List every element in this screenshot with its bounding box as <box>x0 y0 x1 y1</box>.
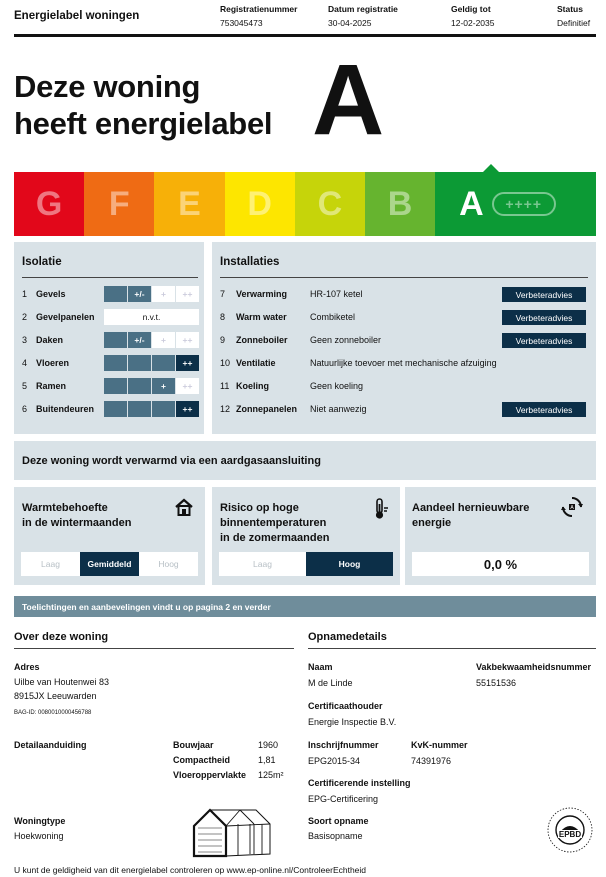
row-number: 9 <box>220 335 226 345</box>
label-letter: A <box>459 184 484 223</box>
label-e <box>154 172 224 236</box>
certificaathouder-value: Energie Inspectie B.V. <box>308 717 397 727</box>
scale-cell: ++ <box>176 355 199 371</box>
isolatie-scale <box>104 401 200 417</box>
row-number: 8 <box>220 312 226 322</box>
row-label: Daken <box>36 335 64 345</box>
vak-label: Vakbekwaamheidsnummer <box>476 662 592 672</box>
scale-cell: ++ <box>176 401 199 417</box>
row-number: 10 <box>220 358 231 368</box>
scale-cell <box>104 378 127 394</box>
row-label: Ramen <box>36 381 67 391</box>
header-status: Status Definitief <box>557 4 591 28</box>
isolatie-scale <box>104 332 200 348</box>
isolatie-scale <box>104 378 200 394</box>
installaties-divider <box>220 277 588 278</box>
header-geldig: Geldig tot 12-02-2035 <box>451 4 495 28</box>
scale-cell: +/- <box>128 332 151 348</box>
row-label: Zonnepanelen <box>236 404 298 414</box>
scale-cell <box>128 401 151 417</box>
label-letter: F <box>108 184 130 223</box>
gas-text: Deze woning wordt verwarmd via een aardgasaansluiting <box>22 455 321 467</box>
vloeroppervlakte-label: Vloeroppervlakte <box>173 770 247 780</box>
risico-panel <box>212 487 400 585</box>
scale-cell: + <box>152 286 175 302</box>
certificaathouder-label: Certificaathouder <box>308 701 383 711</box>
installatie-row <box>220 332 381 348</box>
installatie-row <box>220 378 363 394</box>
warmte-scale <box>21 552 198 576</box>
row-number: 12 <box>220 404 231 414</box>
isolatie-divider <box>22 277 198 278</box>
bouwjaar-value: 1960 <box>258 740 279 750</box>
label-a <box>435 172 596 236</box>
energy-label-scale <box>14 172 596 236</box>
row-number: 11 <box>220 381 230 391</box>
label-f <box>84 172 154 236</box>
gas-panel <box>14 441 596 480</box>
hernieuwbaar-panel <box>405 487 596 585</box>
bouwjaar-label: Bouwjaar <box>173 740 214 750</box>
row-number: 2 <box>22 312 28 322</box>
scale-cell <box>152 401 175 417</box>
label-letter: E <box>178 184 201 223</box>
header-registratienummer: Registratienummer 753045473 <box>220 4 298 28</box>
soort-opname-value: Basisopname <box>308 831 363 841</box>
epbd-logo-text: EPBD <box>558 830 582 839</box>
inschrijfnummer-label: Inschrijfnummer <box>308 740 379 750</box>
header-datum: Datum registratie 30-04-2025 <box>328 4 398 28</box>
scale-cell: + <box>152 378 175 394</box>
opname-title: Opnamedetails <box>308 631 387 643</box>
verbeteradvies-button[interactable]: Verbeteradvies <box>502 402 586 417</box>
hero-label-letter: A <box>312 44 385 156</box>
isolatie-row <box>22 286 66 302</box>
label-b <box>365 172 435 236</box>
installatie-row <box>220 355 497 371</box>
scale-cell: ++ <box>176 286 199 302</box>
row-label: Ventilatie <box>236 358 276 368</box>
row-label: Koeling <box>236 381 269 391</box>
row-number: 7 <box>220 289 226 299</box>
naam-value: M de Linde <box>308 678 353 688</box>
compactheid-value: 1,81 <box>258 755 276 765</box>
isolatie-scale <box>104 355 200 371</box>
scale-cell <box>128 378 151 394</box>
hero-title: Deze woning heeft energielabel <box>14 69 273 141</box>
installatie-row <box>220 309 355 325</box>
scale-cell <box>104 355 127 371</box>
certificerende-instelling-value: EPG-Certificering <box>308 794 379 804</box>
row-label: Zonneboiler <box>236 335 288 345</box>
row-number: 6 <box>22 404 28 414</box>
row-label: Buitendeuren <box>36 404 95 414</box>
label-d <box>225 172 295 236</box>
woning-title: Over deze woning <box>14 631 109 643</box>
label-g <box>14 172 84 236</box>
warmte-panel <box>14 487 205 585</box>
row-number: 3 <box>22 335 28 345</box>
installatie-row <box>220 286 363 302</box>
isolatie-scale <box>104 309 200 325</box>
house-icon <box>174 497 194 522</box>
verbeteradvies-button[interactable]: Verbeteradvies <box>502 287 586 302</box>
risico-option-laag: Laag <box>219 552 306 576</box>
risico-title: Risico op hoge binnentemperaturen in de zomermaanden <box>220 502 330 544</box>
footer-text: U kunt de geldigheid van dit energielabel controleren op www.ep-online.nl/ControleerEchtheid <box>14 865 367 875</box>
row-value: Niet aanwezig <box>310 404 367 414</box>
label-letter: B <box>387 184 413 223</box>
row-value: Geen zonneboiler <box>310 335 382 345</box>
corner-house-icon <box>192 806 274 863</box>
warmte-option-laag: Laag <box>21 552 80 576</box>
row-value: Combiketel <box>310 312 356 322</box>
detail-label: Detailaanduiding <box>14 740 87 750</box>
warmte-title: Warmtebehoefte in de wintermaanden <box>22 502 132 529</box>
soort-opname-label: Soort opname <box>308 816 369 826</box>
row-label: Vloeren <box>36 358 70 368</box>
epbd-logo <box>546 806 594 859</box>
vloeroppervlakte-value: 125m² <box>258 770 284 780</box>
row-label: Verwarming <box>236 289 288 299</box>
adres-line1: Uilbe van Houtenwei 83 <box>14 677 110 687</box>
isolatie-row <box>22 309 95 325</box>
scale-cell <box>104 286 127 302</box>
kvk-label: KvK-nummer <box>411 740 468 750</box>
installaties-panel <box>212 242 596 434</box>
scale-cell: ++ <box>176 332 199 348</box>
label-letter: D <box>247 184 272 223</box>
verbeteradvies-button[interactable]: Verbeteradvies <box>502 310 586 325</box>
thermometer-icon <box>372 498 390 525</box>
scale-cell <box>128 355 151 371</box>
label-c <box>295 172 365 236</box>
nvt-cell: n.v.t. <box>104 309 199 325</box>
warmte-option-gemiddeld: Gemiddeld <box>80 552 139 576</box>
row-number: 1 <box>22 289 28 299</box>
header-divider <box>14 34 596 37</box>
woningtype-value: Hoekwoning <box>14 831 64 841</box>
opname-divider <box>308 648 596 649</box>
row-label: Warm water <box>236 312 287 322</box>
isolatie-scale <box>104 286 200 302</box>
label-letter: G <box>35 184 63 223</box>
isolatie-row <box>22 332 63 348</box>
kvk-value: 74391976 <box>411 756 452 766</box>
scale-cell <box>104 332 127 348</box>
installatie-row <box>220 401 367 417</box>
isolatie-row <box>22 401 94 417</box>
certificerende-instelling-label: Certificerende instelling <box>308 778 411 788</box>
risico-scale <box>219 552 393 576</box>
label-letter: C <box>317 184 343 223</box>
scale-cell: ++ <box>176 378 199 394</box>
hernieuwbaar-value: 0,0 % <box>412 552 589 576</box>
woning-divider <box>14 648 294 649</box>
row-label: Gevelpanelen <box>36 312 95 322</box>
row-value: Geen koeling <box>310 381 364 391</box>
row-value: Natuurlijke toevoer met mechanische afzuiging <box>310 358 497 368</box>
isolatie-title: Isolatie <box>22 256 62 268</box>
vak-value: 55151536 <box>476 678 517 688</box>
scale-cell <box>152 355 175 371</box>
scale-cell <box>104 401 127 417</box>
document-title: Energielabel woningen <box>14 10 140 22</box>
svg-text:A: A <box>570 505 574 511</box>
isolatie-panel <box>14 242 204 434</box>
compactheid-label: Compactheid <box>173 755 231 765</box>
verbeteradvies-button[interactable]: Verbeteradvies <box>502 333 586 348</box>
risico-option-hoog: Hoog <box>306 552 393 576</box>
warmte-option-hoog: Hoog <box>139 552 198 576</box>
row-number: 5 <box>22 381 28 391</box>
naam-label: Naam <box>308 662 333 672</box>
adres-line2: 8915JX Leeuwarden <box>14 691 97 701</box>
bag-id: BAG-ID: 0080010000456788 <box>14 710 92 716</box>
installaties-title: Installaties <box>220 256 280 268</box>
row-label: Gevels <box>36 289 66 299</box>
hernieuwbaar-title: Aandeel hernieuwbare energie <box>412 502 530 529</box>
woningtype-label: Woningtype <box>14 816 66 826</box>
isolatie-row <box>22 355 69 371</box>
inschrijfnummer-value: EPG2015-34 <box>308 756 361 766</box>
label-plus-badge: ++++ <box>492 192 556 216</box>
toelichting-banner: Toelichtingen en aanbevelingen vindt u op pagina 2 en verder <box>14 596 596 617</box>
row-number: 4 <box>22 358 28 368</box>
adres-label: Adres <box>14 662 40 672</box>
scale-cell: + <box>152 332 175 348</box>
renewable-icon <box>561 496 583 523</box>
row-value: HR-107 ketel <box>310 289 363 299</box>
isolatie-row <box>22 378 66 394</box>
scale-cell: +/- <box>128 286 151 302</box>
